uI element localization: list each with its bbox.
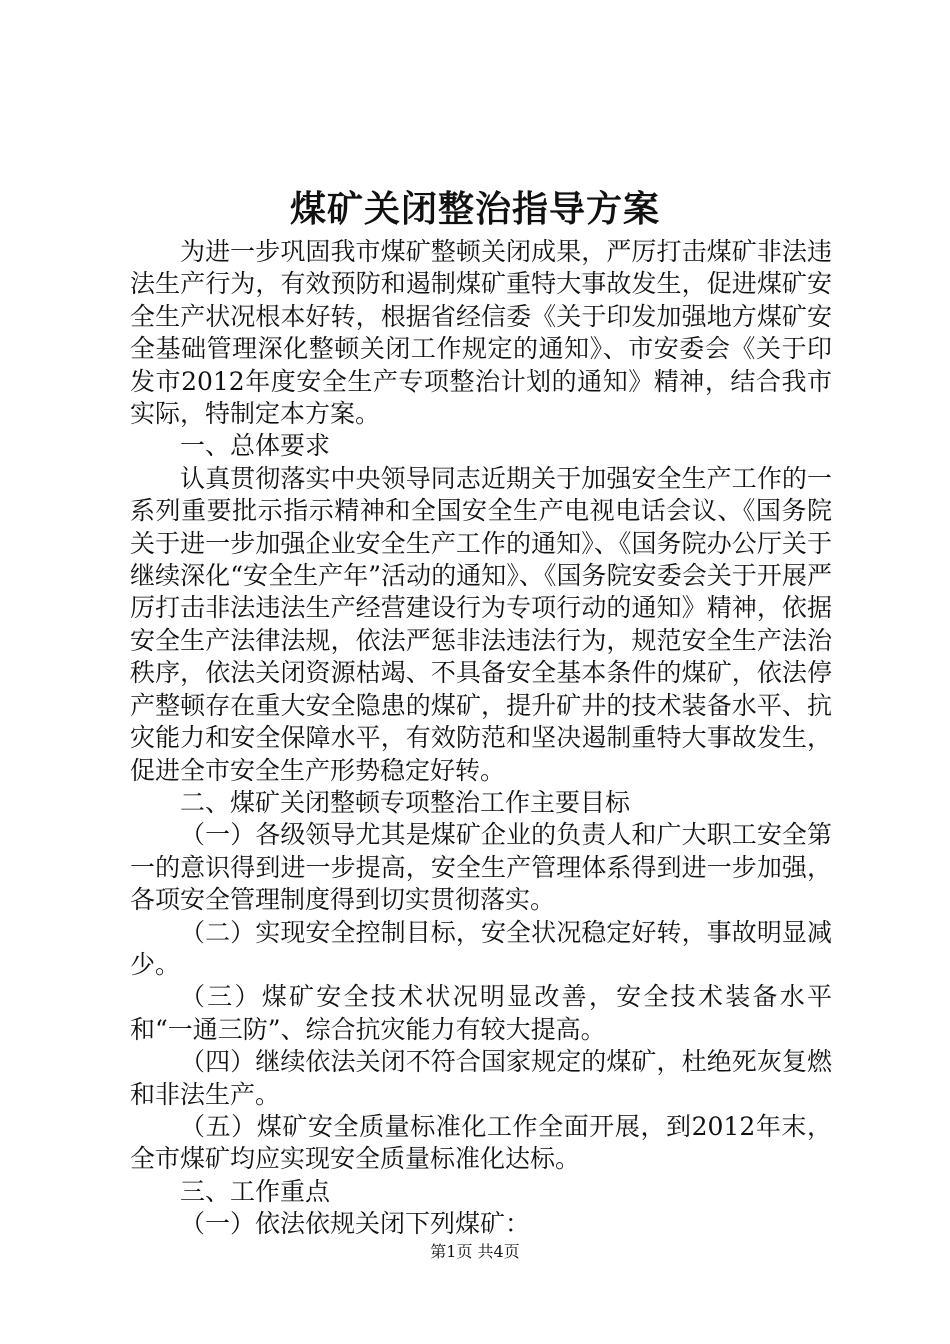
goal-item-1: （一）各级领导尤其是煤矿企业的负责人和广大职工安全第一的意识得到进一步提高，安全生产管理体系得到进一步加强，各项安全管理制度得到切实贯彻落实。 bbox=[130, 820, 832, 915]
document-body bbox=[130, 236, 832, 1241]
goal-item-3: （三）煤矿安全技术状况明显改善，安全技术装备水平和“一通三防”、综合抗灾能力有较大提高。 bbox=[130, 982, 832, 1044]
section-heading-general-requirements: 一、总体要求 bbox=[180, 431, 331, 461]
work-focus-item-1: （一）依法依规关闭下列煤矿： bbox=[180, 1209, 531, 1239]
general-requirements-paragraph: 认真贯彻落实中央领导同志近期关于加强安全生产工作的一系列重要批示指示精神和全国安全生产电视电话会议、《国务院关于进一步加强企业安全生产工作的通知》、《国务院办公厅关于继续深化“安全生产年”活动的通知》、《国务院安委会关于开展严厉打击非法违法生产经营建设行为专项行动的通知》精神，依据安全生产法律法规，依法严惩非法违法行为，规范安全生产法治秩序，依法关闭资源枯竭、不具备安全基本条件的煤矿，依法停产整顿存在重大安全隐患的煤矿，提升矿井的技术装备水平、抗灾能力和安全保障水平，有效防范和坚决遏制重特大事故发生，促进全市安全生产形势稳定好转。 bbox=[130, 463, 832, 785]
section-heading-main-goals: 二、煤矿关闭整顿专项整治工作主要目标 bbox=[180, 787, 631, 817]
section-heading-work-focus: 三、工作重点 bbox=[180, 1176, 331, 1206]
goal-item-4: （四）继续依法关闭不符合国家规定的煤矿，杜绝死灰复燃和非法生产。 bbox=[130, 1047, 832, 1109]
goal-item-5: （五）煤矿安全质量标准化工作全面开展，到2012年末，全市煤矿均应实现安全质量标准化达标。 bbox=[130, 1111, 832, 1174]
goal-item-2: （二）实现安全控制目标，安全状况稳定好转，事故明显减少。 bbox=[130, 917, 832, 979]
intro-paragraph: 为进一步巩固我市煤矿整顿关闭成果，严厉打击煤矿非法违法生产行为，有效预防和遏制煤矿重特大事故发生，促进煤矿安全生产状况根本好转，根据省经信委《关于印发加强地方煤矿安全基础管理深化整顿关闭工作规定的通知》、市安委会《关于印发市2012年度安全生产专项整治计划的通知》精神，结合我市实际，特制定本方案。 bbox=[130, 237, 832, 429]
page-number-footer: 第1页 共4页 bbox=[430, 1242, 520, 1261]
document-title: 煤矿关闭整治指导方案 bbox=[289, 188, 660, 230]
